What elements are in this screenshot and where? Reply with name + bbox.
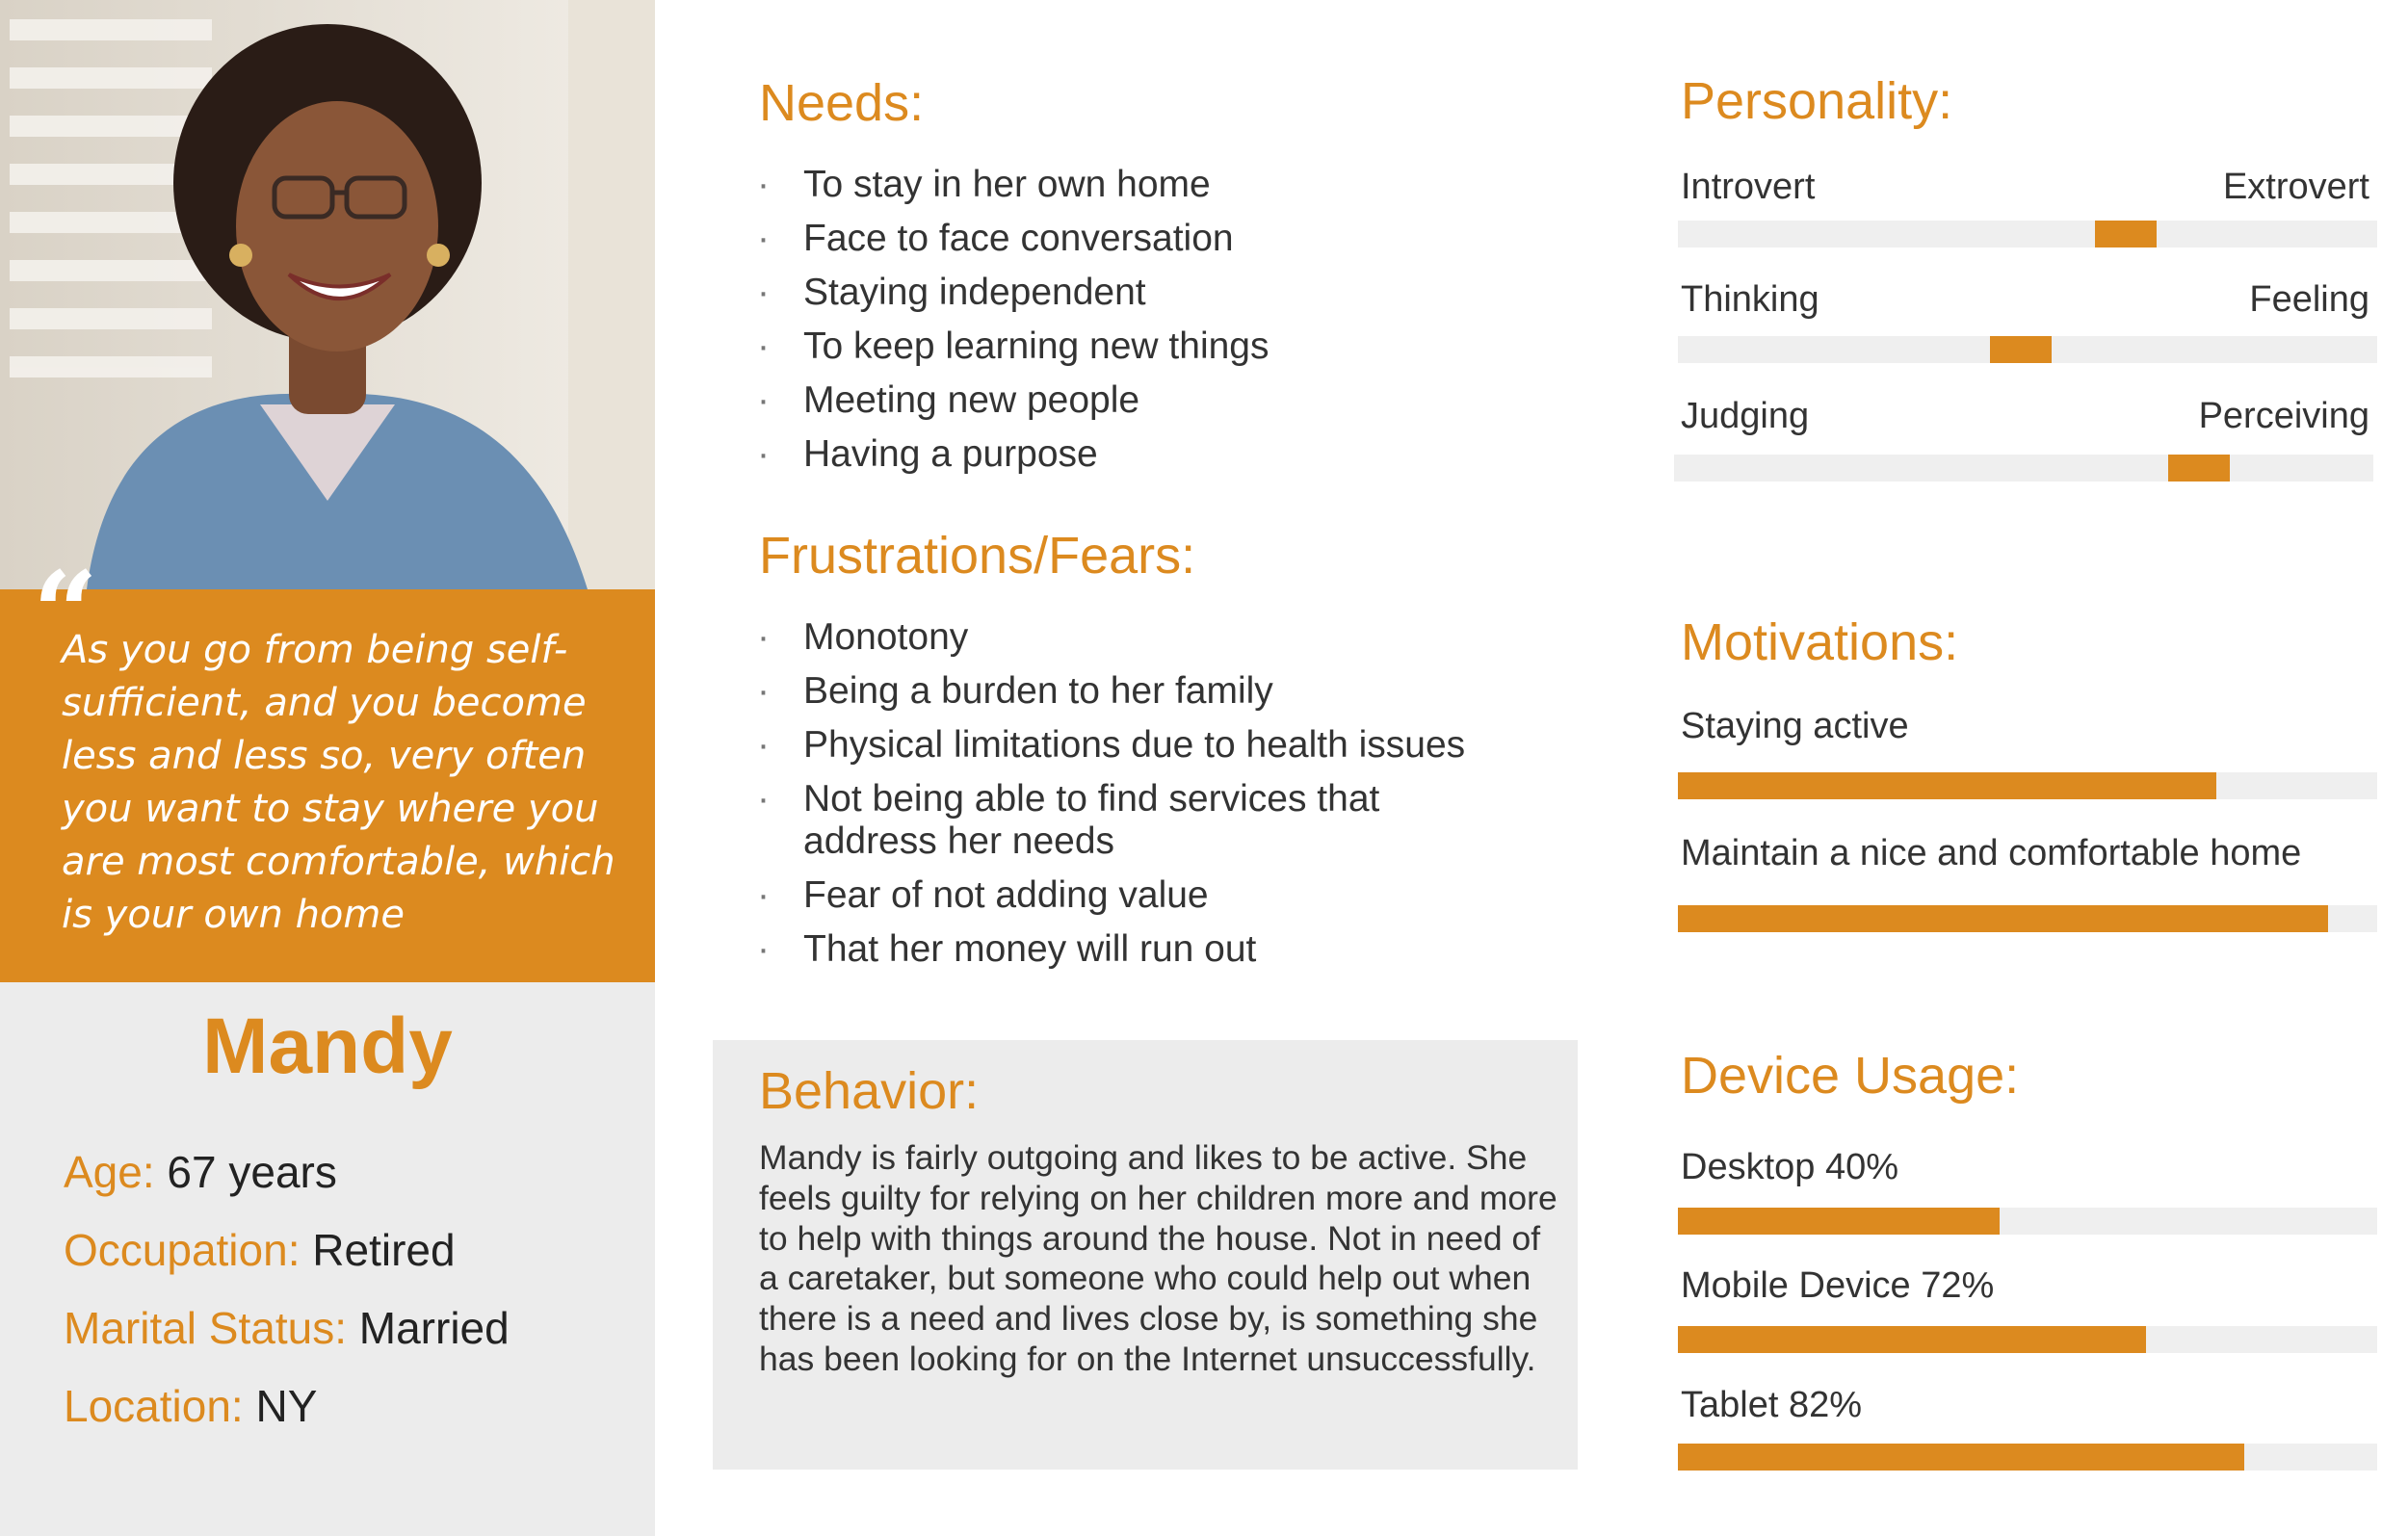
detail-label: Age: — [64, 1147, 155, 1197]
detail-value: Retired — [312, 1225, 456, 1275]
motivation-bar-fill — [1678, 772, 2216, 799]
detail-value: 67 years — [167, 1147, 337, 1197]
detail-marital-status — [64, 1302, 510, 1355]
needs-heading: Needs: — [759, 74, 925, 132]
detail-value: NY — [255, 1381, 318, 1431]
device-bar-fill — [1678, 1208, 2000, 1235]
detail-value: Married — [358, 1303, 510, 1353]
motivation-bar — [1678, 772, 2377, 799]
scale-left-label: Introvert — [1681, 167, 1816, 207]
behavior-heading: Behavior: — [759, 1062, 980, 1120]
motivations-heading: Motivations: — [1681, 613, 1959, 671]
scale-right-label: Extrovert — [2222, 167, 2369, 207]
frustrations-list — [757, 611, 1585, 976]
device-label: Tablet 82% — [1681, 1385, 1863, 1425]
list-item: · Physical limitations due to health issues — [757, 718, 1585, 772]
device-label: Desktop 40% — [1681, 1147, 1899, 1187]
motivation-bar — [1678, 905, 2377, 932]
list-item: · That her money will run out — [757, 923, 1585, 976]
detail-age — [64, 1146, 337, 1199]
scale-right-label: Perceiving — [2198, 396, 2369, 436]
quote-mark-icon: “ — [33, 546, 98, 680]
list-item: · Staying independent — [757, 266, 1605, 320]
device-label: Mobile Device 72% — [1681, 1265, 1995, 1306]
scale-marker — [2095, 221, 2157, 247]
persona-name: Mandy — [202, 1002, 453, 1090]
persona-photo — [0, 0, 655, 589]
personality-scale-judging-perceiving — [1674, 455, 2373, 482]
list-item: · Face to face conversation — [757, 212, 1605, 266]
scale-marker — [1990, 336, 2052, 363]
motivation-label: Staying active — [1681, 706, 1909, 746]
device-usage-heading: Device Usage: — [1681, 1047, 2020, 1105]
personality-heading: Personality: — [1681, 72, 1953, 130]
detail-occupation — [64, 1224, 456, 1277]
list-item: · To keep learning new things — [757, 320, 1605, 374]
personality-scale-introvert-extrovert — [1678, 221, 2377, 247]
list-item: · Having a purpose — [757, 428, 1605, 482]
detail-label: Marital Status: — [64, 1303, 347, 1353]
scale-right-label: Feeling — [2249, 279, 2369, 320]
scale-left-label: Judging — [1681, 396, 1810, 436]
motivation-label: Maintain a nice and comfortable home — [1681, 833, 2302, 873]
personality-scale-thinking-feeling — [1678, 336, 2377, 363]
device-bar — [1678, 1326, 2377, 1353]
scale-marker — [2168, 455, 2230, 482]
scale-left-label: Thinking — [1681, 279, 1819, 320]
detail-location — [64, 1380, 317, 1433]
list-item: · Meeting new people — [757, 374, 1605, 428]
device-bar — [1678, 1444, 2377, 1471]
list-item: · Not being able to find services that address her needs — [757, 778, 1478, 863]
device-bar — [1678, 1208, 2377, 1235]
list-item: · Fear of not adding value — [757, 869, 1585, 923]
motivation-bar-fill — [1678, 905, 2328, 932]
device-bar-fill — [1678, 1444, 2244, 1471]
list-item: · To stay in her own home — [757, 158, 1605, 212]
device-bar-fill — [1678, 1326, 2146, 1353]
detail-label: Occupation: — [64, 1225, 301, 1275]
needs-list — [757, 158, 1605, 482]
list-item: · Being a burden to her family — [757, 664, 1585, 718]
list-item: · Monotony — [757, 611, 1585, 664]
behavior-text: Mandy is fairly outgoing and likes to be active. She feels guilty for relying on her children more and more to help with things around the house. Not in need of a caretaker, but someone who could help out when there is a need and lives close by, is something she has been looking for on the Internet unsuccessfully. — [759, 1138, 1557, 1378]
persona-quote: As you go from being self-sufficient, and you become less and less so, very often you want to stay where you are most comfortable, which is your own home — [62, 628, 615, 937]
frustrations-heading: Frustrations/Fears: — [759, 527, 1196, 585]
detail-label: Location: — [64, 1381, 244, 1431]
